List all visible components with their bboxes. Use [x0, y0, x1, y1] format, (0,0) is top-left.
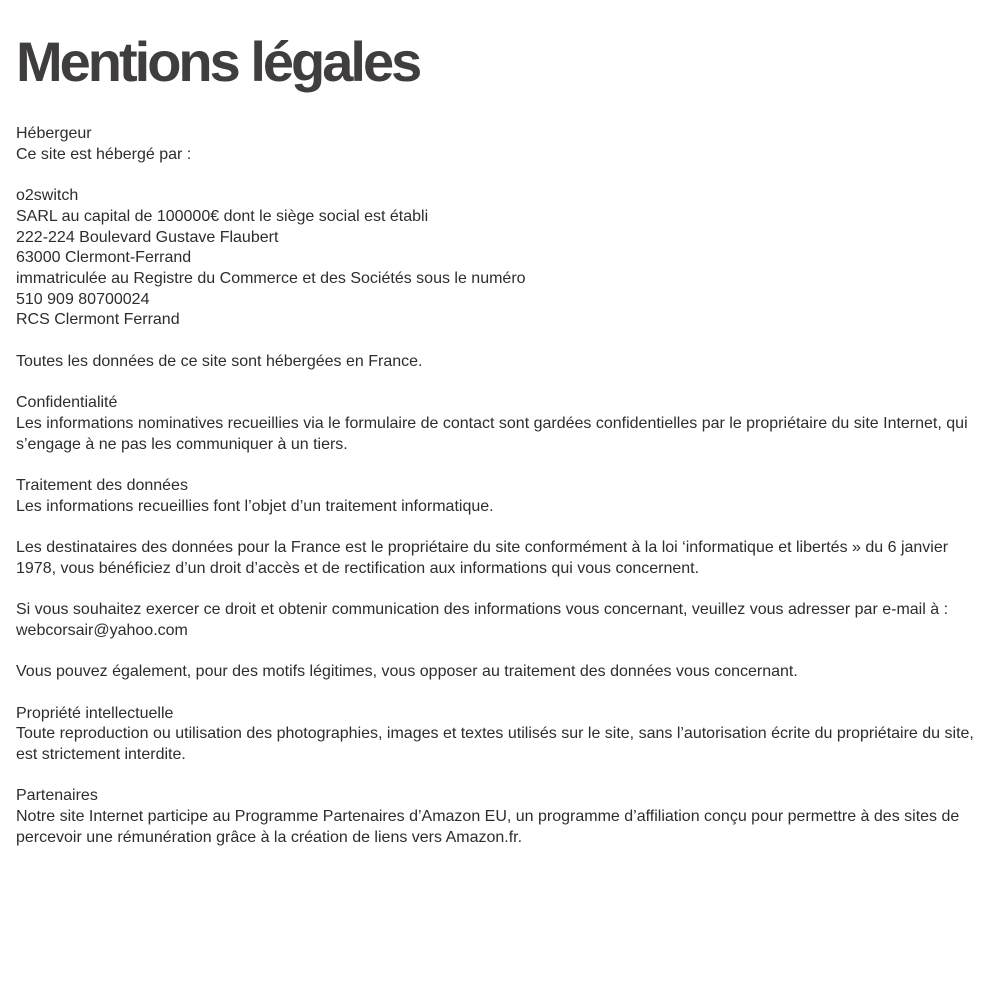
hosting-rcs: RCS Clermont Ferrand — [16, 311, 180, 329]
page-title: Mentions légales — [16, 30, 420, 93]
hosting-address-city: 63000 Clermont-Ferrand — [16, 249, 192, 267]
spacer — [16, 455, 984, 476]
partenaires-text: Notre site Internet participe au Programme Partenaires d’Amazon EU, un programme d’affiliation conçu pour permettre à des sites de percevoir une rémunération grâce à la création de liens vers Amazon.fr. — [16, 808, 960, 846]
spacer — [16, 579, 984, 600]
spacer — [16, 641, 984, 662]
traitement-opposition: Vous pouvez également, pour des motifs légitimes, vous opposer au traitement des données vous concernant. — [16, 663, 798, 681]
hebergeur-intro: Ce site est hébergé par : — [16, 145, 192, 163]
hosting-company-name: o2switch — [16, 187, 79, 205]
hosting-company-capital: SARL au capital de 100000€ dont le siège social est établi — [16, 207, 429, 225]
traitement-text: Les informations recueillies font l’objet d’un traitement informatique. — [16, 497, 494, 515]
propriete-text: Toute reproduction ou utilisation des photographies, images et textes utilisés sur le site, sans l’autorisation écrite du propriétaire du site, est strictement interdite. — [16, 725, 974, 763]
hosting-address-street: 222-224 Boulevard Gustave Flaubert — [16, 228, 279, 246]
hosting-registry-text: immatriculée au Registre du Commerce et des Sociétés sous le numéro — [16, 269, 526, 287]
traitement-exercice: Si vous souhaitez exercer ce droit et obtenir communication des informations vous concernant, veuillez vous adresser par e-mail à : webcorsair@yahoo.com — [16, 601, 949, 639]
spacer — [16, 331, 984, 352]
propriete-heading: Propriété intellectuelle — [16, 704, 174, 722]
confidentialite-heading: Confidentialité — [16, 394, 118, 412]
spacer — [16, 372, 984, 393]
traitement-destinataires: Les destinataires des données pour la France est le propriétaire du site conformément à la loi ‘informatique et libertés » du 6 janvier 1978, vous bénéficiez d’un droit d’accès et de rectification aux informations qui vous concernent. — [16, 538, 949, 577]
spacer — [16, 517, 984, 538]
spacer — [16, 165, 984, 186]
legal-content — [16, 124, 984, 848]
spacer — [16, 766, 984, 787]
confidentialite-text: Les informations nominatives recueillies via le formulaire de contact sont gardées confidentielles par le propriétaire du site Internet, qui s’engage à ne pas les communiquer à un tiers. — [16, 414, 968, 453]
partenaires-heading: Partenaires — [16, 787, 98, 805]
traitement-heading: Traitement des données — [16, 476, 188, 494]
spacer — [16, 683, 984, 704]
hebergeur-heading: Hébergeur — [16, 125, 92, 142]
hosting-registry-number: 510 909 80700024 — [16, 290, 150, 308]
legal-page — [16, 0, 984, 848]
hosting-location: Toutes les données de ce site sont hébergées en France. — [16, 352, 423, 370]
